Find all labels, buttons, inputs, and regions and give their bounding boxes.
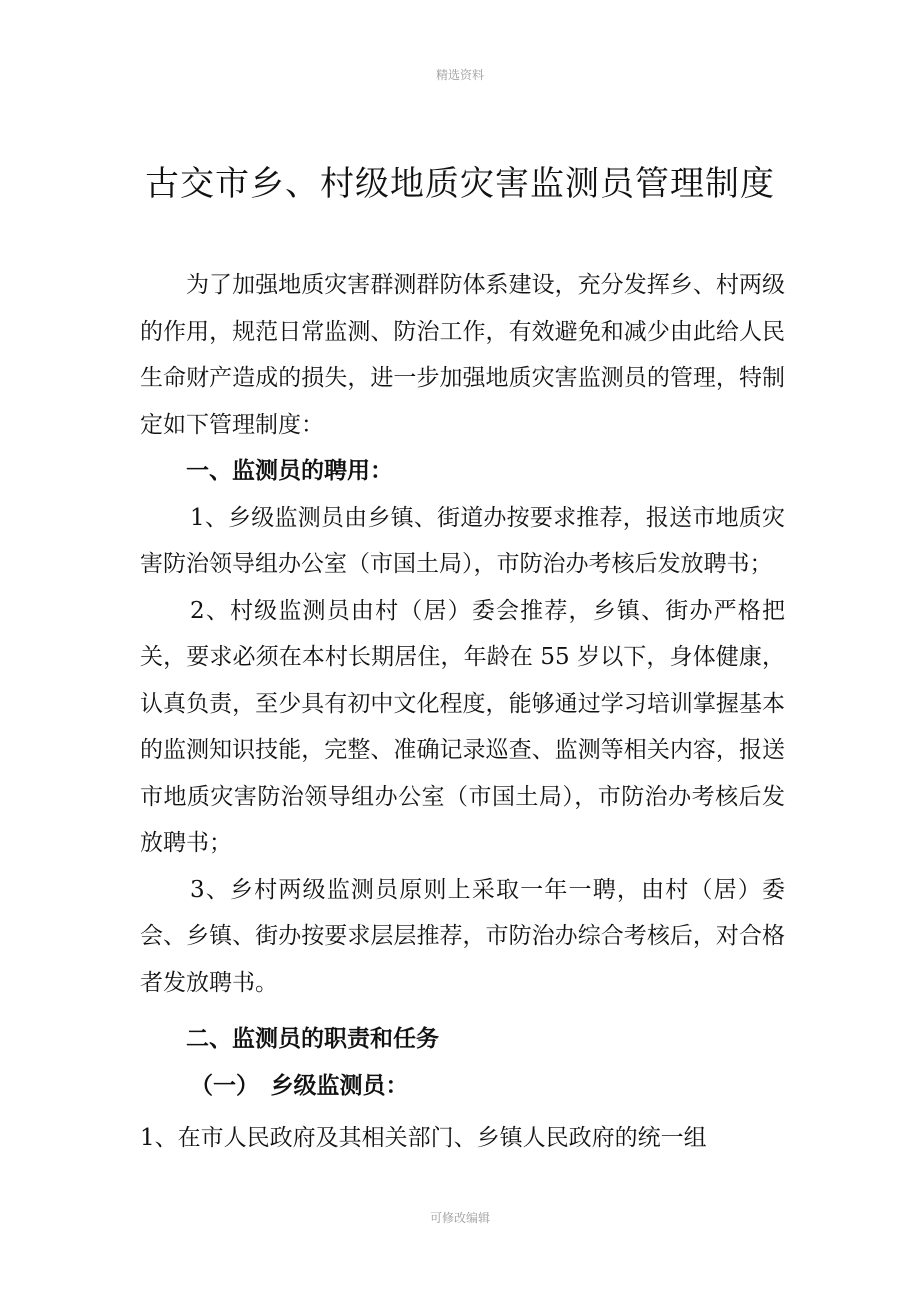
hiring-item-2: 2、村级监测员由村（居）委会推荐，乡镇、街办严格把关，要求必须在本村长期居住，年龄在 55 岁以下，身体健康，认真负责，至少具有初中文化程度，能够通过学习培训掌握基本的监测知识技能，完整、准确记录巡查、监测等相关内容，报送市地质灾害防治领导组办公室（市国土局），市防治办考核后发放聘书；	[140, 597, 785, 856]
hiring-item-1: 1、乡级监测员由乡镇、街道办按要求推荐，报送市地质灾害防治领导组办公室（市国土局），市防治办考核后发放聘书；	[140, 504, 785, 577]
intro-paragraph: 为了加强地质灾害群测群防体系建设，充分发挥乡、村两级的作用，规范日常监测、防治工作，有效避免和减少由此给人民生命财产造成的损失，进一步加强地质灾害监测员的管理，特制定如下管理制度：	[140, 272, 785, 438]
township-item-1: 1、在市人民政府及其相关部门、乡镇人民政府的统一组	[140, 1125, 707, 1151]
document-title: 古交市乡、村级地质灾害监测员管理制度	[145, 164, 775, 204]
subsection-heading-township: （一） 乡级监测员：	[190, 1072, 409, 1099]
section-heading-hiring: 一、监测员的聘用：	[186, 458, 393, 484]
hiring-item-3: 3、乡村两级监测员原则上采取一年一聘，由村（居）委会、乡镇、街办按要求层层推荐，市防治办综合考核后，对合格者发放聘书。	[140, 876, 785, 996]
page-header-note: 精选资料	[435, 68, 484, 82]
section-heading-duties: 二、监测员的职责和任务	[186, 1026, 439, 1052]
document-body	[140, 262, 785, 1162]
page-footer-note: 可修改编辑	[429, 1211, 490, 1225]
